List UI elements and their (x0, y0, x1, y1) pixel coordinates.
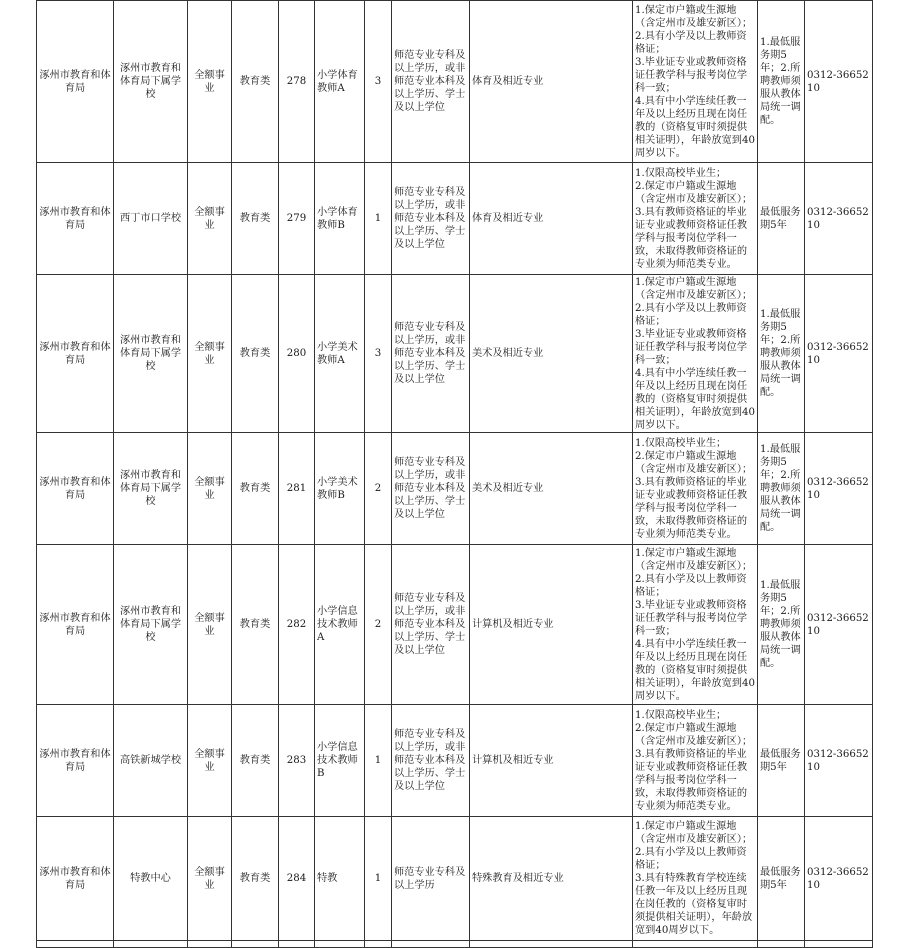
cell-education: 师范专业专科及以上学历，或非师范专业本科及以上学历、学士及以上学位 (392, 705, 470, 817)
cell-department: 涿州市教育和体育局 (37, 163, 114, 275)
cell-notes: 1.最低服务期5年；2.所聘教师须服从教体局统一调配。 (758, 433, 805, 545)
cell-headcount: 1 (365, 705, 392, 817)
cell-position-code: 282 (279, 545, 315, 705)
cell-empty (37, 941, 114, 948)
requirement-line: 3.具有教师资格证的毕业证专业或教师资格证任教学科与报考岗位学科一致，未取得教师资格证的专业须为师范类专业。 (635, 206, 748, 270)
requirement-line: 3.毕业证专业或教师资格证任教学科与报考岗位学科一致； (635, 328, 748, 366)
cell-funding-type: 全额事业 (188, 1, 232, 163)
cell-empty (232, 941, 279, 948)
table-row (37, 705, 873, 817)
cell-education: 师范专业专科及以上学历，或非师范专业本科及以上学历、学士及以上学位 (392, 433, 470, 545)
table-row (37, 433, 873, 545)
table-row (37, 545, 873, 705)
cell-position-code: 278 (279, 1, 315, 163)
cell-education: 师范专业专科及以上学历，或非师范专业本科及以上学历、学士及以上学位 (392, 545, 470, 705)
cell-phone: 0312-3665210 (805, 705, 873, 817)
cell-department: 涿州市教育和体育局 (37, 705, 114, 817)
requirement-line: 1.保定市户籍或生源地（含定州市及雄安新区）； (635, 4, 753, 29)
cell-requirements (633, 433, 758, 545)
cell-unit: 高铁新城学校 (114, 705, 188, 817)
cell-empty (365, 941, 392, 948)
cell-requirements (633, 275, 758, 433)
cell-major: 体育及相近专业 (470, 1, 633, 163)
cell-empty (470, 941, 633, 948)
cell-phone: 0312-3665210 (805, 1, 873, 163)
requirement-line: 2.保定市户籍或生源地（含定州市及雄安新区）； (635, 450, 753, 475)
requirement-line: 2.具有小学及以上教师资格证； (635, 573, 747, 598)
cell-department: 涿州市教育和体育局 (37, 1, 114, 163)
cell-notes: 最低服务期5年 (758, 705, 805, 817)
cell-category: 教育类 (232, 1, 279, 163)
cell-headcount: 1 (365, 163, 392, 275)
cell-empty (114, 941, 188, 948)
cell-requirements (633, 705, 758, 817)
requirement-line: 1.仅限高校毕业生； (635, 437, 727, 449)
requirement-line: 3.具有特殊教育学校连续任教一年及以上经历且现在岗任教的（资格复审时须提供相关证明），年龄放宽到40周岁以下。 (635, 873, 753, 936)
cell-requirements (633, 817, 758, 941)
cell-notes: 最低服务期5年 (758, 817, 805, 941)
cell-unit: 涿州市教育和体育局下属学校 (114, 545, 188, 705)
cell-funding-type: 全额事业 (188, 817, 232, 941)
requirement-line: 3.毕业证专业或教师资格证任教学科与报考岗位学科一致； (635, 56, 748, 94)
cell-empty (188, 941, 232, 948)
cell-headcount: 3 (365, 1, 392, 163)
cell-empty (392, 941, 470, 948)
cell-headcount: 2 (365, 433, 392, 545)
cell-phone: 0312-3665210 (805, 275, 873, 433)
cell-funding-type: 全额事业 (188, 275, 232, 433)
cell-major: 特殊教育及相近专业 (470, 817, 633, 941)
cell-major: 美术及相近专业 (470, 433, 633, 545)
cell-category: 教育类 (232, 545, 279, 705)
cell-position-code: 281 (279, 433, 315, 545)
table-row-partial (37, 941, 873, 948)
cell-position-name: 特教 (315, 817, 365, 941)
cell-empty (315, 941, 365, 948)
table-row (37, 1, 873, 163)
cell-empty (758, 941, 805, 948)
cell-notes: 1.最低服务期5年；2.所聘教师须服从教体局统一调配。 (758, 545, 805, 705)
cell-department: 涿州市教育和体育局 (37, 433, 114, 545)
requirement-line: 3.具有教师资格证的毕业证专业或教师资格证任教学科与报考岗位学科一致，未取得教师资格证的专业须为师范类专业。 (635, 748, 748, 812)
cell-category: 教育类 (232, 817, 279, 941)
requirement-line: 2.具有小学及以上教师资格证； (635, 30, 747, 55)
cell-major: 美术及相近专业 (470, 275, 633, 433)
cell-education: 师范专业专科及以上学历 (392, 817, 470, 941)
cell-unit: 西丁市口学校 (114, 163, 188, 275)
requirement-line: 2.保定市户籍或生源地（含定州市及雄安新区）； (635, 722, 753, 747)
cell-headcount: 3 (365, 275, 392, 433)
requirement-line: 1.仅限高校毕业生； (635, 709, 727, 721)
cell-department: 涿州市教育和体育局 (37, 545, 114, 705)
cell-requirements (633, 545, 758, 705)
cell-position-name: 小学体育教师A (315, 1, 365, 163)
cell-major: 体育及相近专业 (470, 163, 633, 275)
cell-empty (633, 941, 758, 948)
cell-major: 计算机及相近专业 (470, 705, 633, 817)
cell-position-code: 279 (279, 163, 315, 275)
cell-requirements (633, 1, 758, 163)
cell-education: 师范专业专科及以上学历，或非师范专业本科及以上学历、学士及以上学位 (392, 163, 470, 275)
cell-education: 师范专业专科及以上学历，或非师范专业本科及以上学历、学士及以上学位 (392, 275, 470, 433)
cell-category: 教育类 (232, 705, 279, 817)
requirement-line: 1.保定市户籍或生源地（含定州市及雄安新区）； (635, 547, 753, 572)
cell-notes: 最低服务期5年 (758, 163, 805, 275)
cell-funding-type: 全额事业 (188, 433, 232, 545)
cell-unit: 涿州市教育和体育局下属学校 (114, 433, 188, 545)
cell-position-name: 小学信息技术教师B (315, 705, 365, 817)
cell-phone: 0312-3665210 (805, 817, 873, 941)
requirement-line: 3.具有教师资格证的毕业证专业或教师资格证任教学科与报考岗位学科一致，未取得教师资格证的专业须为师范类专业。 (635, 476, 748, 540)
requirement-line: 4.具有中小学连续任教一年及以上经历且现在岗任教的（资格复审时须提供相关证明），年龄放宽到40周岁以下。 (635, 367, 755, 431)
requirement-line: 2.具有小学及以上教师资格证； (635, 302, 747, 327)
cell-empty (805, 941, 873, 948)
cell-position-name: 小学体育教师B (315, 163, 365, 275)
cell-position-name: 小学美术教师A (315, 275, 365, 433)
cell-headcount: 2 (365, 545, 392, 705)
cell-category: 教育类 (232, 433, 279, 545)
cell-category: 教育类 (232, 275, 279, 433)
cell-phone: 0312-3665210 (805, 163, 873, 275)
cell-requirements (633, 163, 758, 275)
cell-headcount: 1 (365, 817, 392, 941)
cell-education: 师范专业专科及以上学历，或非师范专业本科及以上学历、学士及以上学位 (392, 1, 470, 163)
cell-position-name: 小学美术教师B (315, 433, 365, 545)
cell-phone: 0312-3665210 (805, 433, 873, 545)
cell-department: 涿州市教育和体育局 (37, 817, 114, 941)
requirement-line: 2.具有小学及以上教师资格证； (635, 847, 747, 871)
requirement-line: 4.具有中小学连续任教一年及以上经历且现在岗任教的（资格复审时须提供相关证明），年龄放宽到40周岁以下。 (635, 638, 755, 702)
cell-notes: 1.最低服务期5年；2.所聘教师须服从教体局统一调配。 (758, 1, 805, 163)
requirement-line: 1.保定市户籍或生源地（含定州市及雄安新区）； (635, 276, 753, 301)
cell-position-code: 283 (279, 705, 315, 817)
cell-position-code: 280 (279, 275, 315, 433)
cell-funding-type: 全额事业 (188, 705, 232, 817)
requirement-line: 1.保定市户籍或生源地（含定州市及雄安新区）； (635, 821, 753, 845)
requirement-line: 2.保定市户籍或生源地（含定州市及雄安新区）； (635, 180, 753, 205)
cell-major: 计算机及相近专业 (470, 545, 633, 705)
cell-funding-type: 全额事业 (188, 545, 232, 705)
cell-empty (279, 941, 315, 948)
cell-funding-type: 全额事业 (188, 163, 232, 275)
cell-department: 涿州市教育和体育局 (37, 275, 114, 433)
table-row (37, 163, 873, 275)
table-row (37, 275, 873, 433)
requirement-line: 4.具有中小学连续任教一年及以上经历且现在岗任教的（资格复审时须提供相关证明），年龄放宽到40周岁以下。 (635, 95, 755, 159)
table-row (37, 817, 873, 941)
requirement-line: 3.毕业证专业或教师资格证任教学科与报考岗位学科一致； (635, 599, 748, 637)
cell-category: 教育类 (232, 163, 279, 275)
cell-position-code: 284 (279, 817, 315, 941)
cell-phone: 0312-3665210 (805, 545, 873, 705)
table-body (37, 1, 873, 948)
cell-unit: 涿州市教育和体育局下属学校 (114, 275, 188, 433)
cell-notes: 1.最低服务期5年；2.所聘教师须服从教体局统一调配。 (758, 275, 805, 433)
cell-unit: 涿州市教育和体育局下属学校 (114, 1, 188, 163)
recruitment-table (36, 0, 873, 948)
cell-unit: 特教中心 (114, 817, 188, 941)
cell-position-name: 小学信息技术教师A (315, 545, 365, 705)
requirement-line: 1.仅限高校毕业生； (635, 167, 727, 179)
